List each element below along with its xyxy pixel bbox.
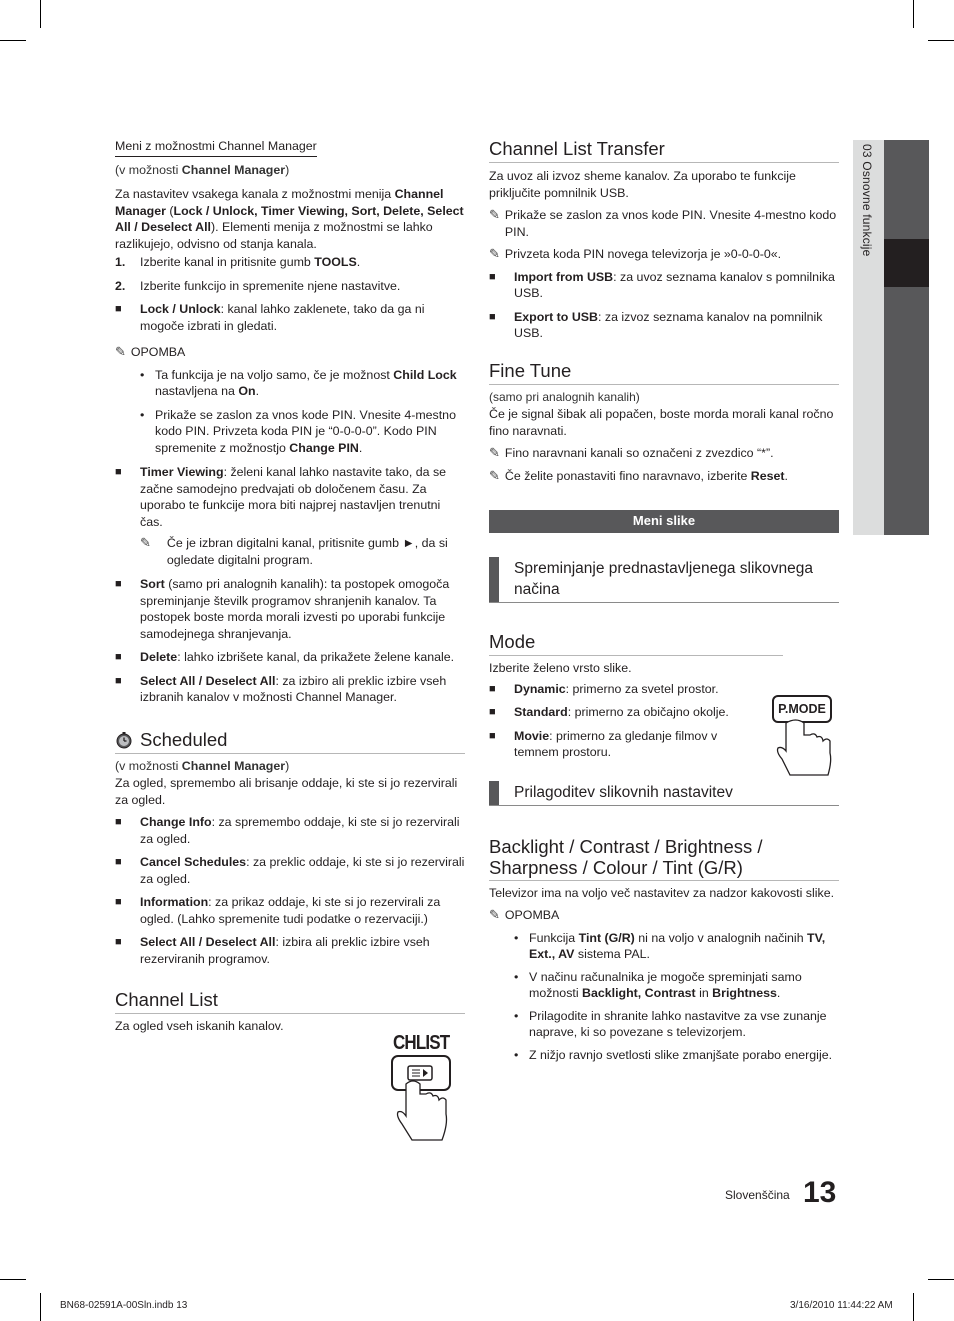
preset-picture-mode-heading [489, 557, 839, 603]
note-label: OPOMBA [504, 908, 560, 922]
bullet-bold: Change PIN [289, 440, 359, 455]
list-item-text [514, 728, 749, 761]
item-term: Change Info [140, 815, 212, 829]
crop-mark [928, 1279, 954, 1280]
note-bullet [489, 969, 839, 1002]
chlist-remote-illustration [388, 1032, 458, 1142]
channel-manager-options-title: Meni z možnostmi Channel Manager [115, 138, 317, 157]
list-item-text [140, 854, 465, 887]
chlist-button-hand-icon [388, 1054, 458, 1144]
item-desc: : za uvoz seznama kanalov s pomnilnika USB. [514, 269, 835, 300]
list-item-text [140, 464, 465, 568]
timer-note [140, 535, 465, 568]
intro-text: ( [165, 203, 174, 218]
crop-mark [928, 40, 954, 41]
square-bullet: ■ [115, 651, 122, 663]
list-item-text [140, 301, 465, 334]
bullet-bold: Tint (G/R) [578, 930, 635, 945]
item-term: Timer Viewing [140, 465, 224, 479]
scheduled-intro: Za ogled, spremembo ali brisanje oddaje, ki ste si jo rezervirali za ogled. [115, 776, 458, 807]
pencil-icon: ✎ [115, 344, 126, 359]
step-number: 1. [115, 255, 126, 269]
pencil-icon: ✎ [489, 246, 500, 261]
item-term: Standard [514, 705, 568, 719]
note-heading [489, 907, 839, 924]
note-bullet-text [155, 407, 465, 457]
square-bullet: ■ [489, 729, 496, 742]
square-bullet: ■ [115, 896, 122, 908]
list-item [115, 854, 465, 887]
crop-mark [913, 0, 914, 28]
section-title-backlight: Backlight / Contrast / Brightness / Sharpness / Colour / Tint (G/R) [489, 836, 839, 881]
bullet-dot: • [514, 969, 519, 984]
pencil-icon: ✎ [489, 207, 500, 222]
transfer-note [489, 207, 839, 240]
square-bullet: ■ [115, 674, 122, 687]
step-bold: TOOLS [314, 255, 357, 269]
note-bullet [489, 1047, 839, 1064]
note-bullet-text [155, 367, 465, 400]
fine-tune-intro: Če je signal šibak ali popačen, boste morda morali kanal ročno fino naravnati. [489, 407, 834, 438]
list-item-text [140, 814, 465, 847]
bullet-text: sistema PAL. [574, 947, 650, 961]
step-number: 2. [115, 278, 126, 293]
note-bullet-text [529, 969, 839, 1002]
bullet-bold: TV, Ext., AV [529, 930, 826, 961]
step-item [115, 278, 465, 295]
item-desc: : za preklic oddaje, ki ste si jo rezervirali za ogled. [140, 855, 465, 886]
heading-marker [489, 781, 499, 805]
list-item [489, 728, 749, 761]
note-heading [115, 344, 465, 361]
note-bold: Reset [750, 468, 785, 483]
pmode-label: P.MODE [778, 702, 826, 716]
bullet-dot: • [140, 367, 145, 382]
intro-bold: Lock / Unlock, Timer Viewing, Sort, Delete, Select All / Deselect All [115, 203, 464, 234]
hand-icon [770, 717, 834, 777]
square-bullet: ■ [489, 310, 496, 323]
side-tab-dark [884, 140, 929, 535]
picture-menu-bar: Meni slike [489, 510, 839, 533]
pencil-icon: ✎ [489, 445, 500, 460]
item-desc: : primerno za običajno okolje. [567, 705, 729, 719]
list-item [489, 309, 839, 342]
chlist-label: CHLIST [393, 1032, 450, 1054]
item-desc: : kanal lahko zaklenete, tako da ga ni mogoče izbrati in gledati. [140, 302, 425, 333]
intro-bold: Channel Manager [115, 187, 444, 218]
bullet-text: Ta funkcija je na voljo samo, če je možnost [155, 367, 394, 382]
crop-mark [40, 1293, 41, 1321]
item-desc: : za izvoz seznama kanalov na pomnilnik USB. [514, 309, 823, 340]
section-title-fine-tune: Fine Tune [489, 360, 839, 385]
bullet-text: nastavljena na [155, 384, 239, 398]
page-number: 13 [803, 1176, 837, 1209]
crop-mark [0, 40, 26, 41]
lead-note-bold: Channel Manager [181, 162, 286, 177]
bullet-dot: • [514, 930, 519, 945]
section-title-channel-list: Channel List [115, 989, 465, 1014]
square-bullet: ■ [115, 466, 122, 478]
note-bullet-text [529, 930, 839, 963]
lead-note [115, 162, 465, 179]
bullet-text: Funkcija [529, 930, 579, 945]
scheduled-note [115, 758, 465, 775]
item-desc: : primerno za svetel prostor. [565, 681, 719, 696]
list-item [115, 934, 465, 967]
bullet-bold: Backlight, Contrast [582, 986, 696, 1000]
lead-note-text: ) [285, 162, 290, 177]
crop-mark [0, 1279, 26, 1280]
bullet-text: V načinu računalnika je mogoče spreminjati samo možnosti [529, 969, 802, 1000]
note-bullet-text: Prilagodite in shranite lahko nastavitve za vse zunanje naprave, ki so povezane s televizorjem. [529, 1008, 827, 1039]
intro-text: Za nastavitev vsakega kanala z možnostmi menija [115, 187, 395, 201]
fine-tune-note-text: Fino naravnani kanali so označeni z zvezdico “*”. [504, 446, 774, 460]
item-desc: (samo pri analognih kanalih): ta postopek omogoča spreminjanje številk programov shranjenih kanalov. Ta postopek boste morda morali izvesti po uporabi funkcije samodejnega shranjevanja. [140, 577, 450, 641]
fine-tune-note: (samo pri analognih kanalih) [489, 389, 640, 404]
list-item-text [514, 309, 839, 342]
transfer-note [489, 246, 839, 263]
fine-tune-note-text [505, 468, 839, 485]
note-bullet [115, 407, 465, 457]
item-term: Dynamic [514, 681, 566, 696]
footer-datetime: 3/16/2010 11:44:22 AM [790, 1300, 893, 1311]
bullet-text: in [695, 986, 713, 1000]
bullet-dot: • [514, 1008, 519, 1023]
square-bullet: ■ [489, 270, 496, 283]
square-bullet: ■ [115, 816, 122, 828]
chapter-label: 03 Osnovne funkcije [860, 144, 874, 257]
list-item-text [514, 269, 839, 302]
backlight-intro: Televizor ima na voljo več nastavitev za nadzor kakovosti slike. [489, 885, 835, 900]
square-bullet: ■ [115, 578, 122, 590]
transfer-note-text: Privzeta koda PIN novega televizorja je »0-0-0-0«. [504, 247, 782, 261]
item-term: Export to USB [514, 309, 598, 324]
preset-heading-text: Spreminjanje prednastavljenega slikovnega načina [514, 560, 813, 598]
item-term: Import from USB [514, 269, 614, 284]
square-bullet: ■ [489, 706, 496, 718]
note-text: ) [285, 758, 290, 773]
item-desc: : za spremembo oddaje, ki ste si jo rezervirali za ogled. [140, 815, 460, 846]
footer-language: Slovenščina [725, 1188, 790, 1202]
list-item-text [140, 576, 465, 642]
section-title-channel-list-transfer: Channel List Transfer [489, 138, 839, 163]
section-title-scheduled [115, 729, 465, 754]
bullet-dot: • [140, 407, 145, 422]
heading-marker [489, 557, 499, 602]
section-title-mode: Mode [489, 631, 783, 656]
transfer-intro: Za uvoz ali izvoz sheme kanalov. Za uporabo te funkcije priključite pomnilnik USB. [489, 169, 796, 200]
bullet-text: . [776, 986, 781, 1000]
note-text: . [784, 468, 788, 483]
bullet-text: . [255, 384, 260, 398]
list-item [115, 576, 465, 642]
step-text: Izberite funkcijo in spremenite njene nastavitve. [140, 278, 401, 293]
intro-paragraph [115, 186, 465, 252]
item-term: Select All / Deselect All [140, 673, 276, 688]
steps-list [115, 254, 465, 294]
step-text [140, 254, 360, 271]
left-column [115, 138, 465, 1035]
timer-note-text: Če je izbran digitalni kanal, pritisnite gumb ►, da si ogledate digitalni program. [166, 536, 448, 567]
bullet-bold: Brightness [712, 986, 777, 1000]
crop-mark [40, 0, 41, 28]
mode-intro: Izberite želeno vrsto slike. [489, 661, 632, 675]
item-desc: : lahko izbrišete kanal, da prikažete želene kanale. [177, 650, 455, 664]
square-bullet: ■ [115, 856, 122, 868]
note-bullet-text: Z nižjo ravnjo svetlosti slike zmanjšate porabo energije. [529, 1047, 833, 1062]
bullet-text: Prikaže se zaslon za vnos kode PIN. Vnesite 4-mestno kodo PIN. Privzeta koda PIN je “0-0-0-0”. Kodo PIN spremenite z možnostjo [155, 407, 456, 455]
item-term: Sort [140, 577, 165, 591]
item-term: Cancel Schedules [140, 855, 247, 869]
list-item [115, 464, 465, 568]
item-term: Movie [514, 728, 550, 743]
square-bullet: ■ [489, 682, 496, 695]
side-tab-marker [884, 239, 929, 287]
item-term: Lock / Unlock [140, 302, 221, 316]
fine-tune-note-line [489, 445, 839, 462]
bullet-dot: • [514, 1047, 519, 1062]
step-text-part: Izberite kanal in pritisnite gumb [140, 255, 315, 269]
bullet-bold: Child Lock [393, 367, 457, 382]
crop-mark [913, 1293, 914, 1321]
list-item-text [140, 934, 465, 967]
list-item [115, 894, 465, 927]
item-desc: : izbira ali preklic izbire vseh rezerviranih programov. [140, 935, 430, 966]
list-item-text [140, 894, 465, 927]
pencil-icon: ✎ [489, 467, 500, 483]
adjust-picture-heading [489, 781, 839, 806]
step-item [115, 254, 465, 271]
note-label: OPOMBA [130, 345, 186, 359]
bullet-text: . [358, 440, 363, 455]
note-bold: Channel Manager [181, 758, 286, 773]
channel-list-intro: Za ogled vseh iskanih kanalov. [115, 1019, 284, 1033]
item-term: Select All / Deselect All [140, 935, 276, 949]
pmode-remote-illustration [770, 693, 834, 777]
item-desc: : za izbiro ali preklic izbire vseh izbranih kanalov v možnosti Channel Manager. [140, 673, 447, 704]
clock-icon [115, 731, 133, 749]
note-bullet [115, 367, 465, 400]
transfer-note-text: Prikaže se zaslon za vnos kode PIN. Vnesite 4-mestno kodo PIN. [504, 208, 837, 239]
right-column [489, 138, 839, 1063]
square-bullet: ■ [115, 936, 122, 948]
bullet-bold: On [238, 384, 256, 398]
bullet-text: ni na voljo v analognih načinih [634, 930, 808, 945]
list-item-text [140, 673, 465, 706]
scheduled-title-text: Scheduled [140, 728, 228, 750]
item-desc: : primerno za gledanje filmov v temnem prostoru. [514, 728, 718, 759]
pencil-icon: ✎ [140, 535, 151, 550]
item-term: Delete [140, 650, 178, 664]
intro-text: ). Elementi menija z možnostmi se lahko razlikujejo, odvisno od stanja kanala. [115, 220, 433, 251]
list-item [489, 269, 839, 302]
note-bullet [489, 1008, 839, 1041]
note-text: (v možnosti [115, 758, 182, 773]
list-item [115, 649, 465, 666]
lead-note-text: (v možnosti [115, 162, 182, 177]
item-desc: : želeni kanal lahko nastavite tako, da se začne samodejno predvajati ob določenem času. Za uporabo te funkcije mora biti najprej nastavljen trenutni čas. [140, 465, 447, 529]
adjust-heading-text: Prilagoditev slikovnih nastavitev [514, 783, 733, 801]
list-item [115, 814, 465, 847]
list-item [115, 301, 465, 334]
fine-tune-note-line [489, 468, 839, 485]
note-text: Če želite ponastaviti fino naravnavo, izberite [504, 468, 751, 483]
footer-file-name: BN68-02591A-00Sln.indb 13 [60, 1300, 188, 1311]
list-item [115, 673, 465, 706]
square-bullet: ■ [115, 303, 122, 315]
item-desc: : za prikaz oddaje, ki ste si jo rezervirali za ogled. (Lahko spremenite tudi podatke o rezervaciji.) [140, 895, 441, 926]
item-term: Information [140, 895, 209, 909]
step-text-part: . [356, 255, 361, 269]
note-bullet [489, 930, 839, 963]
pencil-icon: ✎ [489, 907, 500, 922]
list-item-text [140, 649, 465, 666]
